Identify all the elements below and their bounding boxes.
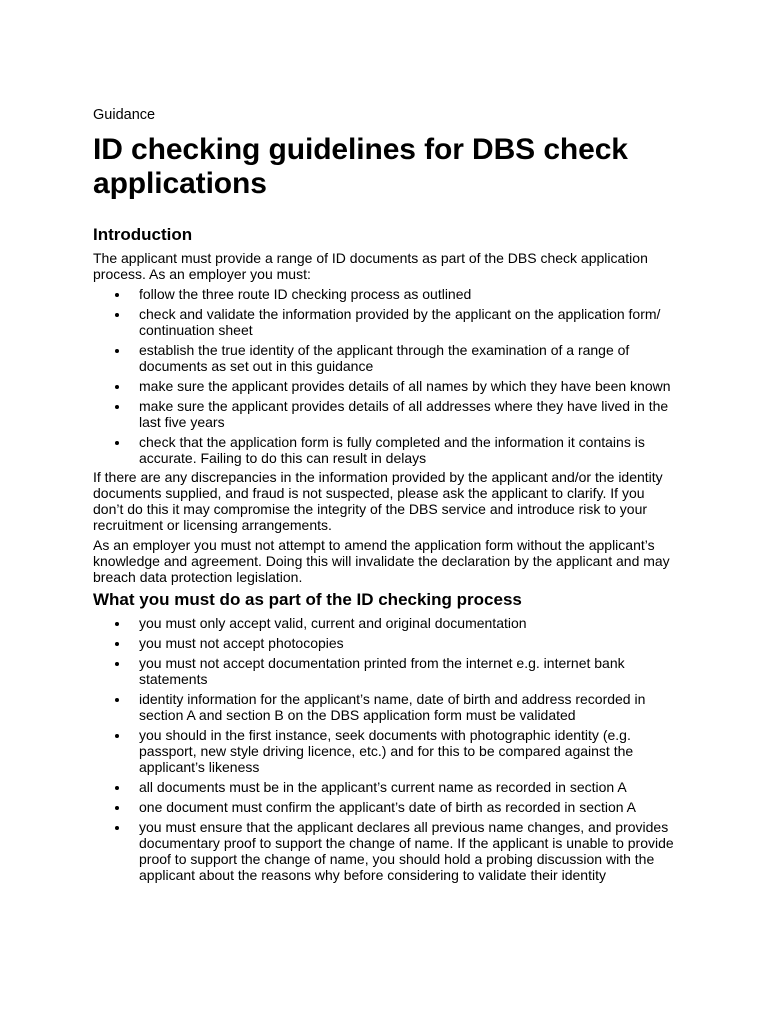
bullet-icon <box>115 642 119 646</box>
bullet-icon <box>115 826 119 830</box>
list-item <box>93 342 678 374</box>
process-list <box>93 615 678 883</box>
bullet-icon <box>115 622 119 626</box>
list-item <box>93 655 678 687</box>
amend-form-paragraph: As an employer you must not attempt to amend the application form without the applicant’s knowledge and agreement. Doing this will invalidate the declaration by the applicant and may breach data protection legislation. <box>93 537 670 585</box>
list-item <box>93 615 678 631</box>
bullet-icon <box>115 349 119 353</box>
bullet-icon <box>115 662 119 666</box>
list-item-text: one document must confirm the applicant’s date of birth as recorded in section A <box>139 799 637 815</box>
list-item <box>93 378 678 394</box>
list-item-text: establish the true identity of the applicant through the examination of a range of documents as set out in this guidance <box>139 342 630 374</box>
bullet-icon <box>115 734 119 738</box>
list-item-text: you must not accept photocopies <box>139 635 344 651</box>
bullet-icon <box>115 786 119 790</box>
bullet-icon <box>115 405 119 409</box>
introduction-list <box>93 286 678 466</box>
list-item <box>93 286 678 302</box>
bullet-icon <box>115 806 119 810</box>
list-item-text: you must not accept documentation printed from the internet e.g. internet bank statements <box>139 655 625 687</box>
list-item-text: you must only accept valid, current and original documentation <box>139 615 527 631</box>
page-title: ID checking guidelines for DBS check applications <box>93 133 628 200</box>
list-item-text: follow the three route ID checking process as outlined <box>139 286 472 302</box>
introduction-heading: Introduction <box>93 225 193 244</box>
bullet-icon <box>115 313 119 317</box>
list-item <box>93 434 678 466</box>
guidance-label: Guidance <box>93 107 156 123</box>
list-item <box>93 799 678 815</box>
list-item <box>93 727 678 775</box>
bullet-icon <box>115 293 119 297</box>
list-item-text: you must ensure that the applicant declares all previous name changes, and provides documentary proof to support the change of name. If the applicant is unable to provide proof to support the change of name, you should hold a probing discussion with the applicant about the reasons why before considering to validate their identity <box>139 819 674 883</box>
list-item-text: check and validate the information provided by the applicant on the application form/ continuation sheet <box>139 306 661 338</box>
list-item-text: identity information for the applicant’s name, date of birth and address recorded in section A and section B on the DBS application form must be validated <box>139 691 646 723</box>
list-item-text: make sure the applicant provides details of all addresses where they have lived in the last five years <box>139 398 669 430</box>
list-item-text: make sure the applicant provides details of all names by which they have been known <box>139 378 671 394</box>
bullet-icon <box>115 385 119 389</box>
bullet-icon <box>115 698 119 702</box>
list-item-text: you should in the first instance, seek documents with photographic identity (e.g. passport, new style driving licence, etc.) and for this to be compared against the applicant’s likeness <box>139 727 634 775</box>
list-item <box>93 779 678 795</box>
list-item <box>93 306 678 338</box>
list-item-text: all documents must be in the applicant’s current name as recorded in section A <box>139 779 627 795</box>
list-item <box>93 635 678 651</box>
list-item <box>93 691 678 723</box>
process-heading: What you must do as part of the ID checking process <box>93 590 522 609</box>
list-item-text: check that the application form is fully completed and the information it contains is accurate. Failing to do this can result in delays <box>139 434 645 466</box>
document-page <box>93 106 678 886</box>
bullet-icon <box>115 441 119 445</box>
discrepancies-paragraph: If there are any discrepancies in the information provided by the applicant and/or the identity documents supplied, and fraud is not suspected, please ask the applicant to clarify. If you don’t do this it may compromise the integrity of the DBS service and introduce risk to your recruitment or licensing arrangements. <box>93 469 663 533</box>
list-item <box>93 398 678 430</box>
introduction-lead: The applicant must provide a range of ID documents as part of the DBS check application process. As an employer you must: <box>93 250 648 282</box>
list-item <box>93 819 678 883</box>
